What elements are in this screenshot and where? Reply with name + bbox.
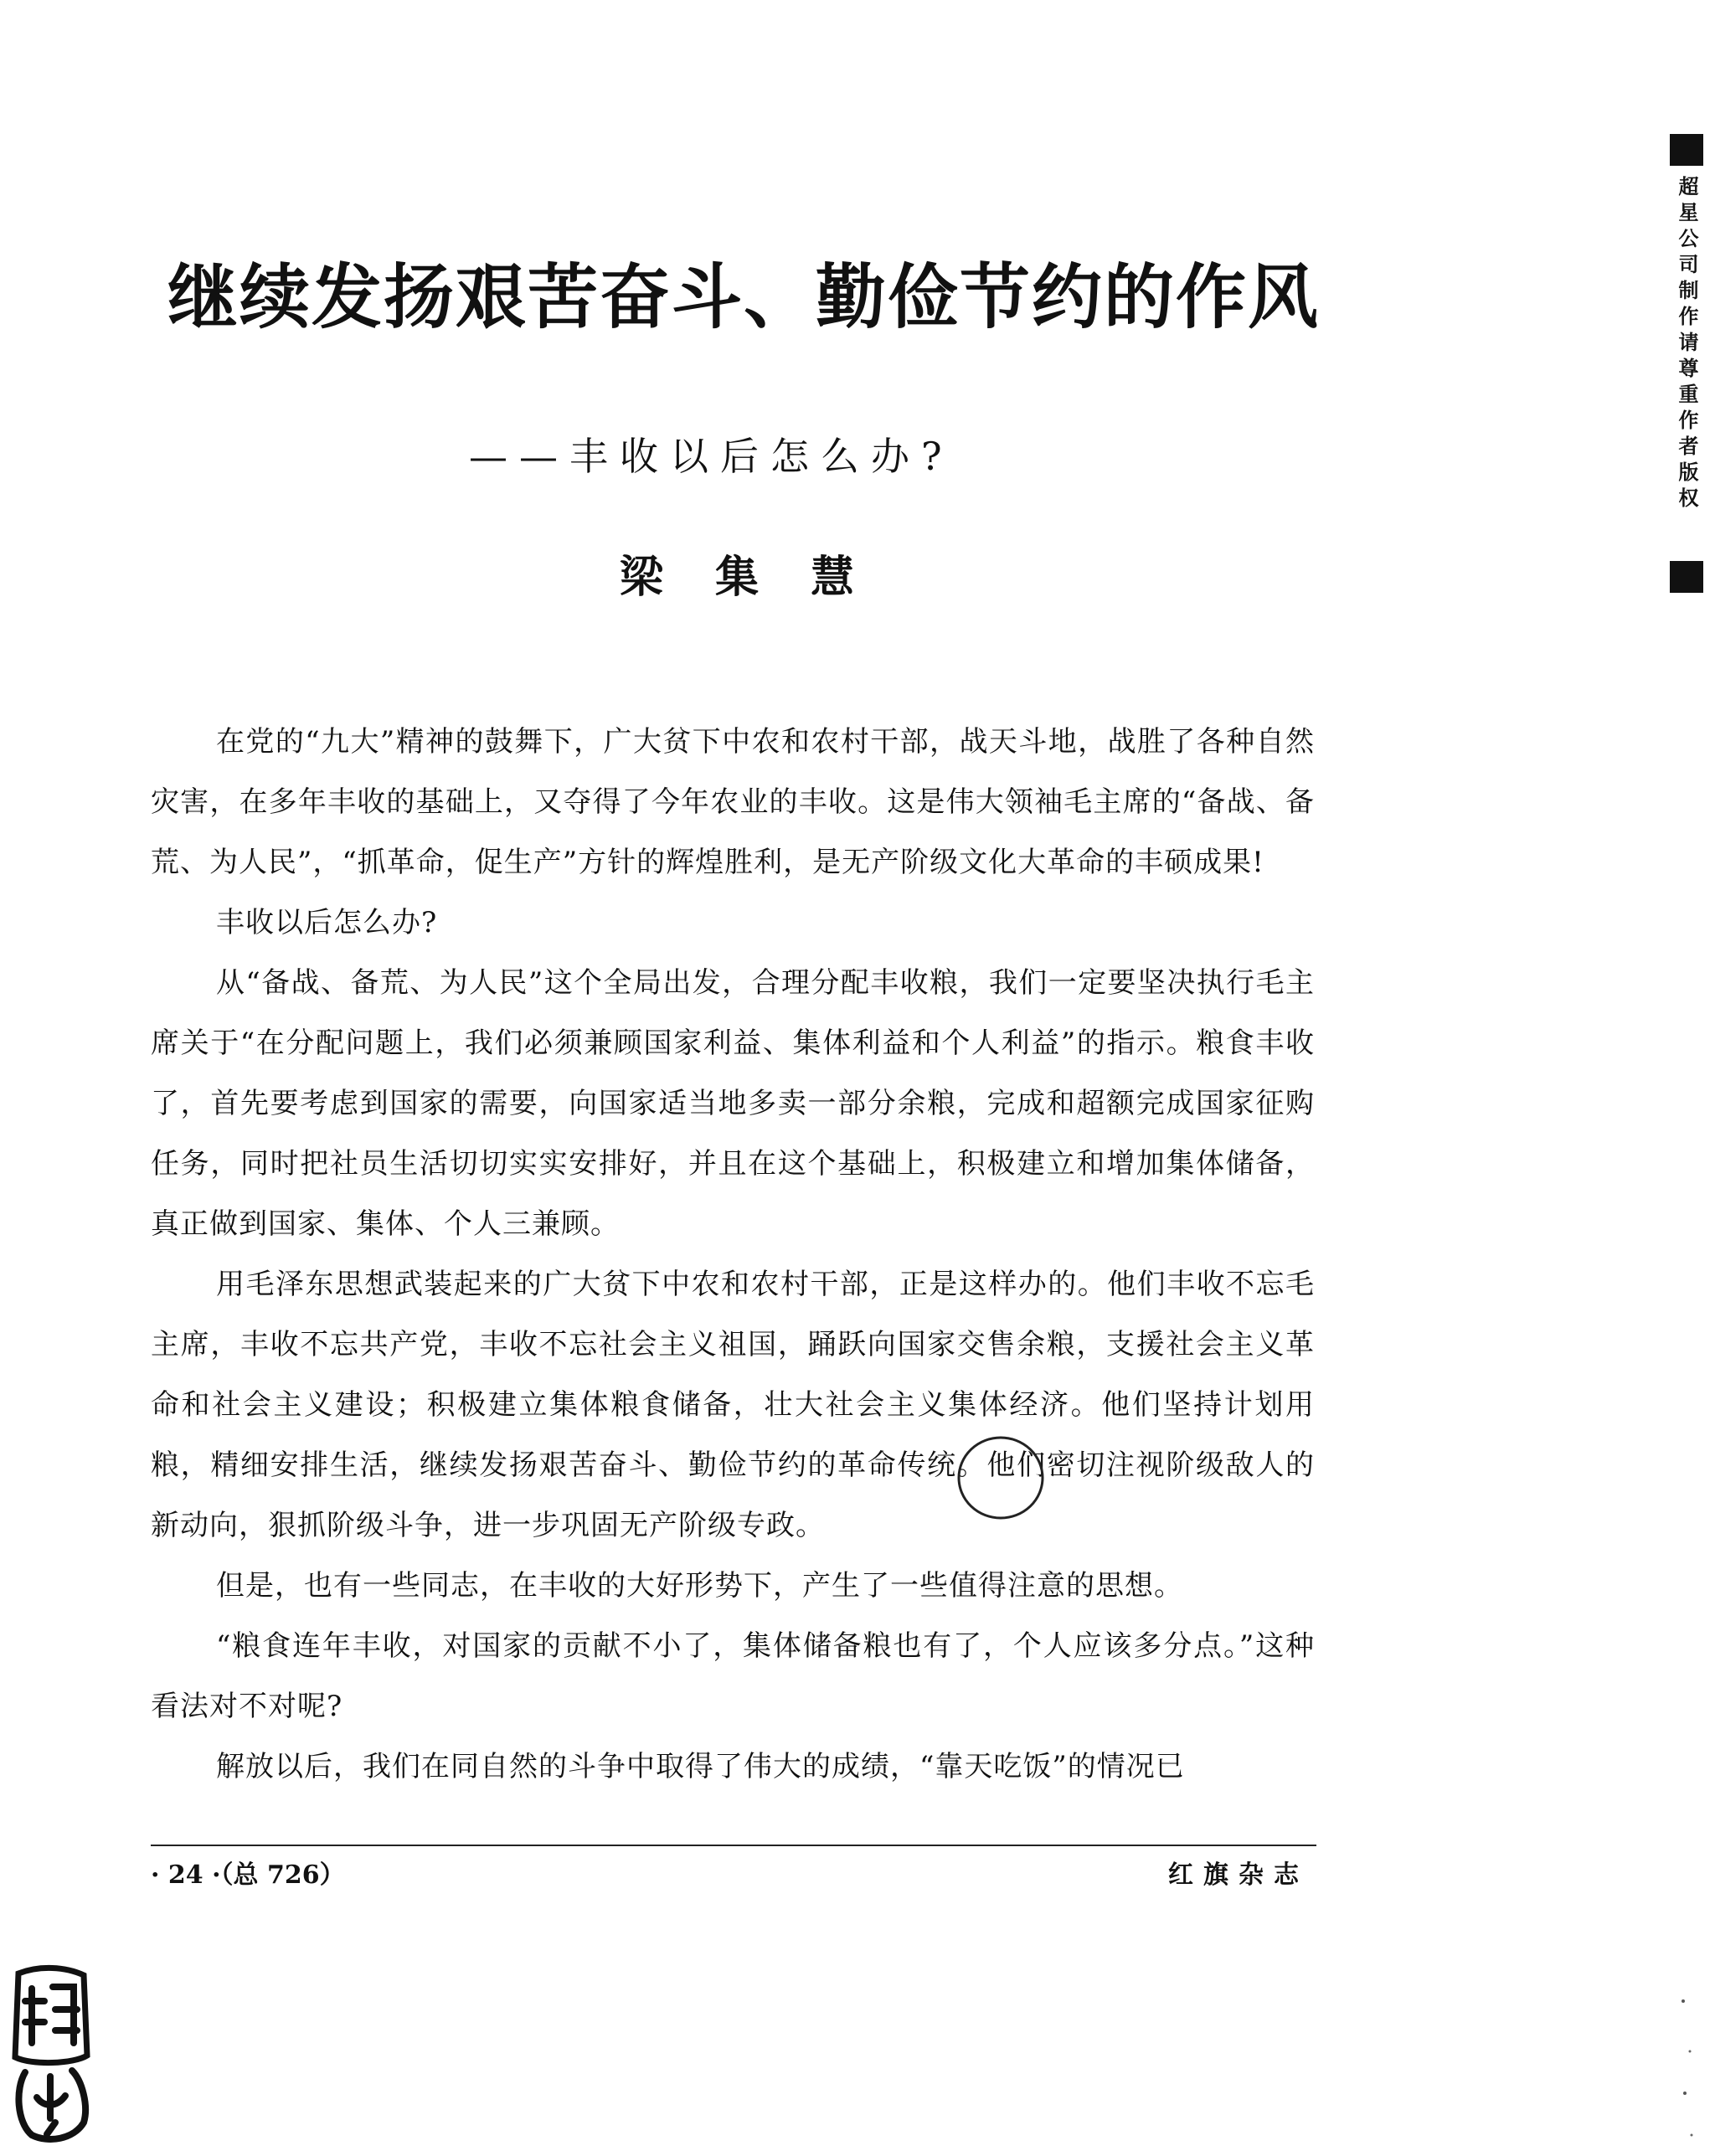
sidebar-bar-bottom (1670, 561, 1703, 593)
article-body (151, 712, 1315, 1797)
paragraph: “粮食连年丰收，对国家的贡献不小了，集体储备粮也有了，个人应该多分点。”这种看法对不对呢? (151, 1629, 1315, 1723)
journal-name: 红旗杂志 (1168, 1860, 1309, 1890)
footer-rule (151, 1845, 1316, 1846)
paragraph: 用毛泽东思想武装起来的广大贫下中农和农村干部，正是这样办的。他们丰收不忘毛主席，丰收不忘共产党，丰收不忘社会主义祖国，踊跃向国家交售余粮，支援社会主义革命和社会主义建设；积极建立集体粮食储备，壮大社会主义集体经济。他们坚持计划用粮，精细安排生活，继续发扬艰苦奋斗、勤俭节约的革命传统。他们密切注视阶级敌人的新动向，狠抓阶级斗争，进一步巩固无产阶级专政。 (151, 1268, 1315, 1542)
copyright-notice: 超星公司制作请尊重作者版权 (1675, 176, 1698, 513)
seal-stamp (7, 1963, 94, 2148)
page-number: · 24 ·（总 726） (151, 1860, 345, 1890)
article-title: 继续发扬艰苦奋斗、勤俭节约的作风 (167, 256, 1321, 338)
paragraph: 但是，也有一些同志，在丰收的大好形势下，产生了一些值得注意的思想。 (216, 1569, 1183, 1603)
handwritten-circle-mark (955, 1432, 1047, 1524)
paragraph: 解放以后，我们在同自然的斗争中取得了伟大的成绩，“靠天吃饭”的情况已 (216, 1750, 1185, 1783)
paragraph: 从“备战、备荒、为人民”这个全局出发，合理分配丰收粮，我们一定要坚决执行毛主席关于“在分配问题上，我们必须兼顾国家利益、集体利益和个人利益”的指示。粮食丰收了，首先要考虑到国家的需要，向国家适当地多卖一部分余粮，完成和超额完成国家征购任务，同时把社员生活切切实实安排好，并且在这个基础上，积极建立和增加集体储备，真正做到国家、集体、个人三兼顾。 (151, 966, 1315, 1241)
copyright-sidebar (1658, 134, 1715, 603)
article-author: 梁集慧 (620, 552, 907, 603)
article-subtitle: ——丰收以后怎么办? (469, 434, 954, 479)
scan-speckles (1666, 1993, 1708, 2143)
sidebar-bar-top (1670, 134, 1703, 166)
paragraph: 在党的“九大”精神的鼓舞下，广大贫下中农和农村干部，战天斗地，战胜了各种自然灾害，在多年丰收的基础上，又夺得了今年农业的丰收。这是伟大领袖毛主席的“备战、备荒、为人民”，“抓革命，促生产”方针的辉煌胜利，是无产阶级文化大革命的丰硕成果! (151, 725, 1315, 879)
paragraph: 丰收以后怎么办? (216, 906, 438, 939)
